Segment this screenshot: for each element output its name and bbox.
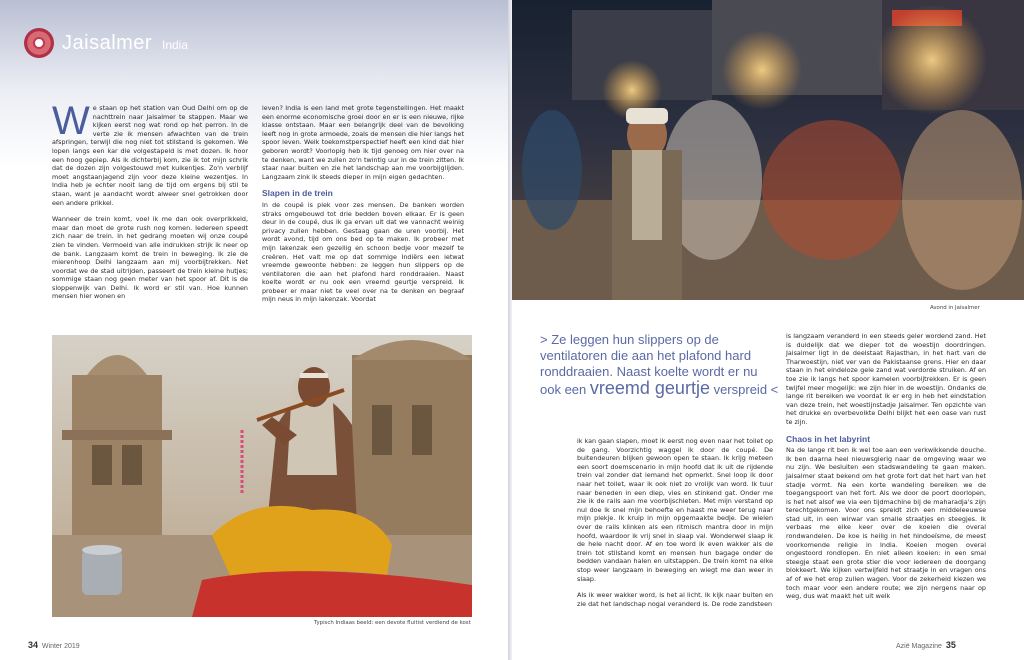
pull-quote-line: Naast koelte wordt er nu ook een [540, 364, 758, 397]
left-column-2 [262, 104, 464, 312]
sadhu-flute-photo [52, 335, 472, 617]
asia-magazine-logo-icon [24, 28, 54, 58]
folio-right: Azië Magazine 35 [896, 640, 956, 650]
paragraph: is langzaam veranderd in een steeds geler wordend zand. Het is duidelijk dat we dieper tot de woestijn doordringen. Jaisalmer ligt in de deelstaat Rajasthan, in het hart van de Tharwoestijn, niet ver van de Pakistaanse grens. Hier en daar staan in het eindeloze gele zand wat verdorde struiken. Af en toe zie ik langs het spoor kamelen voorbijtrekken. Er is geen twijfel meer mogelijk: we zijn hier in de woestijn. Ondanks de lange rit bereiken we voordat ik er erg in heb het eindstation van deze trein, het woestijnstadje Jaisalmer. Ten opzichte van het drukke en overbevolkte Delhi blijkt het een oase van rust te zijn. [786, 332, 986, 426]
right-column-2 [786, 332, 986, 609]
evening-street-photo [512, 0, 1024, 300]
right-column-1 [577, 437, 773, 616]
section-heading: Chaos in het labyrint [786, 433, 871, 444]
pull-quote-emphasis: vreemd geurtje [589, 378, 710, 398]
pull-quote-line: > Ze leggen hun slippers op de ventilatoren die aan het plafond hard ronddraaien. [540, 332, 752, 379]
paragraph: leven? India is een land met grote tegenstellingen. Het maakt een enorme economische groei door en er is een nieuwe, rijke klasse ontstaan. Maar een belangrijk deel van de bevolking leeft nog in grote armoede, zoals de mensen die hier langs het spoor leven. Welk toekomstperspectief heeft een kind dat hier geboren wordt? Voorlopig heb ik tijd genoeg om hier over na te denken, want we zullen zo'n twintig uur in de trein zitten. Ik staar naar buiten en zie het landschap aan me voorbijglijden. Langzaam zink ik steeds dieper in mijn eigen gedachten. [262, 104, 464, 181]
photo-caption: Typisch Indiaas beeld: een devote fluitist verdiend de kost [314, 620, 471, 626]
right-page [512, 0, 1024, 660]
paragraph: Wanneer de trein komt, voel ik me dan ook overprikkeld, maar dan moet de grote rush nog komen. Iedereen speedt zich naar de trein. In het gedrang moeten wij onze coupé zien te vinden. Vermoeid van alle indrukken strijk ik neer op de bank. Langzaam komt de trein in beweging. Ik zie de mierenhoop Delhi langzaam aan mij voorbijtrekken. Net voordat we de stad uitrijden, passeert de trein kleine hutjes; sommige staan nog geen meter van het spoor af. Dit is de sloppenwijk van Delhi. Ik word er stil van. Hoe kunnen mensen hier wonen en [52, 215, 248, 301]
paragraph: In de coupé is plek voor zes mensen. De banken worden straks omgebouwd tot drie bedden boven elkaar. Er is geen deur in de coupé, dus ik ga ervan uit dat we vannacht weinig privacy zullen hebben. Gestaag gaan de uren voorbij. Het wordt avond, tijd om ons bed op te maken. Ik probeer met mijn lakenzak een gezellig en schoon bedje voor mezelf te creëren. Het valt me op dat sommige Indiërs een ietwat vreemde gewoonte hebben: ze leggen hun slippers op de ventilatoren die aan het plafond hard ronddraaien. Naast koelte wordt er nu ook een vreemd geurtje verspreid. Ik probeer er maar niet te veel over na te denken en begraaf mijn neus in mijn lakenzak. Voordat [262, 200, 464, 304]
dropcap: W [52, 99, 90, 143]
section-heading: Slapen in de trein [262, 188, 333, 199]
article-title: Jaisalmer [62, 32, 153, 54]
pull-quote [540, 332, 780, 398]
pull-quote-line: verspreid < [713, 382, 779, 397]
paragraph: ik kan gaan slapen, moet ik eerst nog even naar het toilet op de gang. Voorzichtig waggel ik door de coupé. De buitendeuren blijken gewoon open te staan. Ik krijg meteen een soort doemscenario in mijn hoofd dat ik uit de rijdende trein val zonder dat iemand het opmerkt. Snel loop ik door naar het toilet, waar ik ook niet zo vrolijk van word. Ik tuur naar beneden in een diep, vies en stinkend gat. Onder me zie ik de rails aan me voorbijschieten. Met mijn verstand op nul doe ik snel mijn behoefte en haast me weer terug naar mijn plekje. Ik kruip in mijn opgemaakte bedje. De wielen over de rails klinken als een ritmisch mantra door in mijn hoofd, waardoor ik vrij snel in slaap val. Wonderwel slaap ik de hele nacht door. Af en toe word ik even wakker als de trein tot stilstand komt en mensen hun bagage onder de bedden vandaan halen en uitstappen. De trein komt na elke stop weer langzaam in beweging en wiegt me dan weer in slaap. [577, 437, 773, 583]
paragraph: We staan op het station van Oud Delhi om op de nachttrein naar Jaisalmer te stappen. Maar we kijken eerst nog wat rond op het perron. In de verte zie ik mensen afwachten van de trein afspringen, terwijl die nog niet tot stilstand is gekomen. We lopen langs een kar die volgestapeld is met dozen. Ik hoor een hoog gepiep. Als ik dichterbij kom, zie ik tot mijn schrik dat de dozen zijn volgestouwd met kuikentjes. Zo'n verblijf moet angstaanjagend zijn voor deze kleine wezentjes. In India heb je echter nooit lang de tijd om ergens bij stil te staan, want je aandacht wordt alweer snel getrokken door een andere prikkel. [52, 99, 248, 207]
article-country: India [162, 38, 189, 52]
left-page [0, 0, 508, 660]
left-column-1 [52, 99, 248, 309]
folio-left: 34 Winter 2019 [28, 640, 80, 650]
paragraph: Na de lange rit ben ik wel toe aan een verkwikkende douche. Ik ben daarna heel nieuwsgierig naar de omgeving waar we nu zijn. We besluiten een stadswandeling te gaan maken. Jaisalmer staat bekend om het grote fort dat het hart van het stadje vormt. Na een korte wandeling bereiken we de toegangspoort van het fort. Als we door de poort doorlopen, is het net alsof we via een tijdmachine bij de maharadja's zijn terechtgekomen. Voor ons spreidt zich een middeleeuwse stad uit, in een wirwar van smalle straatjes en steegjes. Ik verbaas me elke keer over de koeien die overal rondwandelen. De koe is heilig in het hindoeïsme, de meest voorkomende religie in India. Koeien mogen overal ongestoord rondlopen. En niet alleen koeien: in een smal steegje staat een grote stier die voor iedereen de doorgang blokkeert. We kijken vertwijfeld het straatje in en vragen ons af of we het erop zullen wagen. Voor de zekerheid kiezen we toch maar voor een andere route; we zijn nergens naar op weg, dus wat maakt het uit welk [786, 446, 986, 601]
paragraph: Als ik weer wakker word, is het al licht. Ik kijk naar buiten en zie dat het landschap nogal veranderd is. De rode zandsteen [577, 591, 773, 608]
photo-caption: Avond in Jaisalmer [930, 305, 980, 311]
